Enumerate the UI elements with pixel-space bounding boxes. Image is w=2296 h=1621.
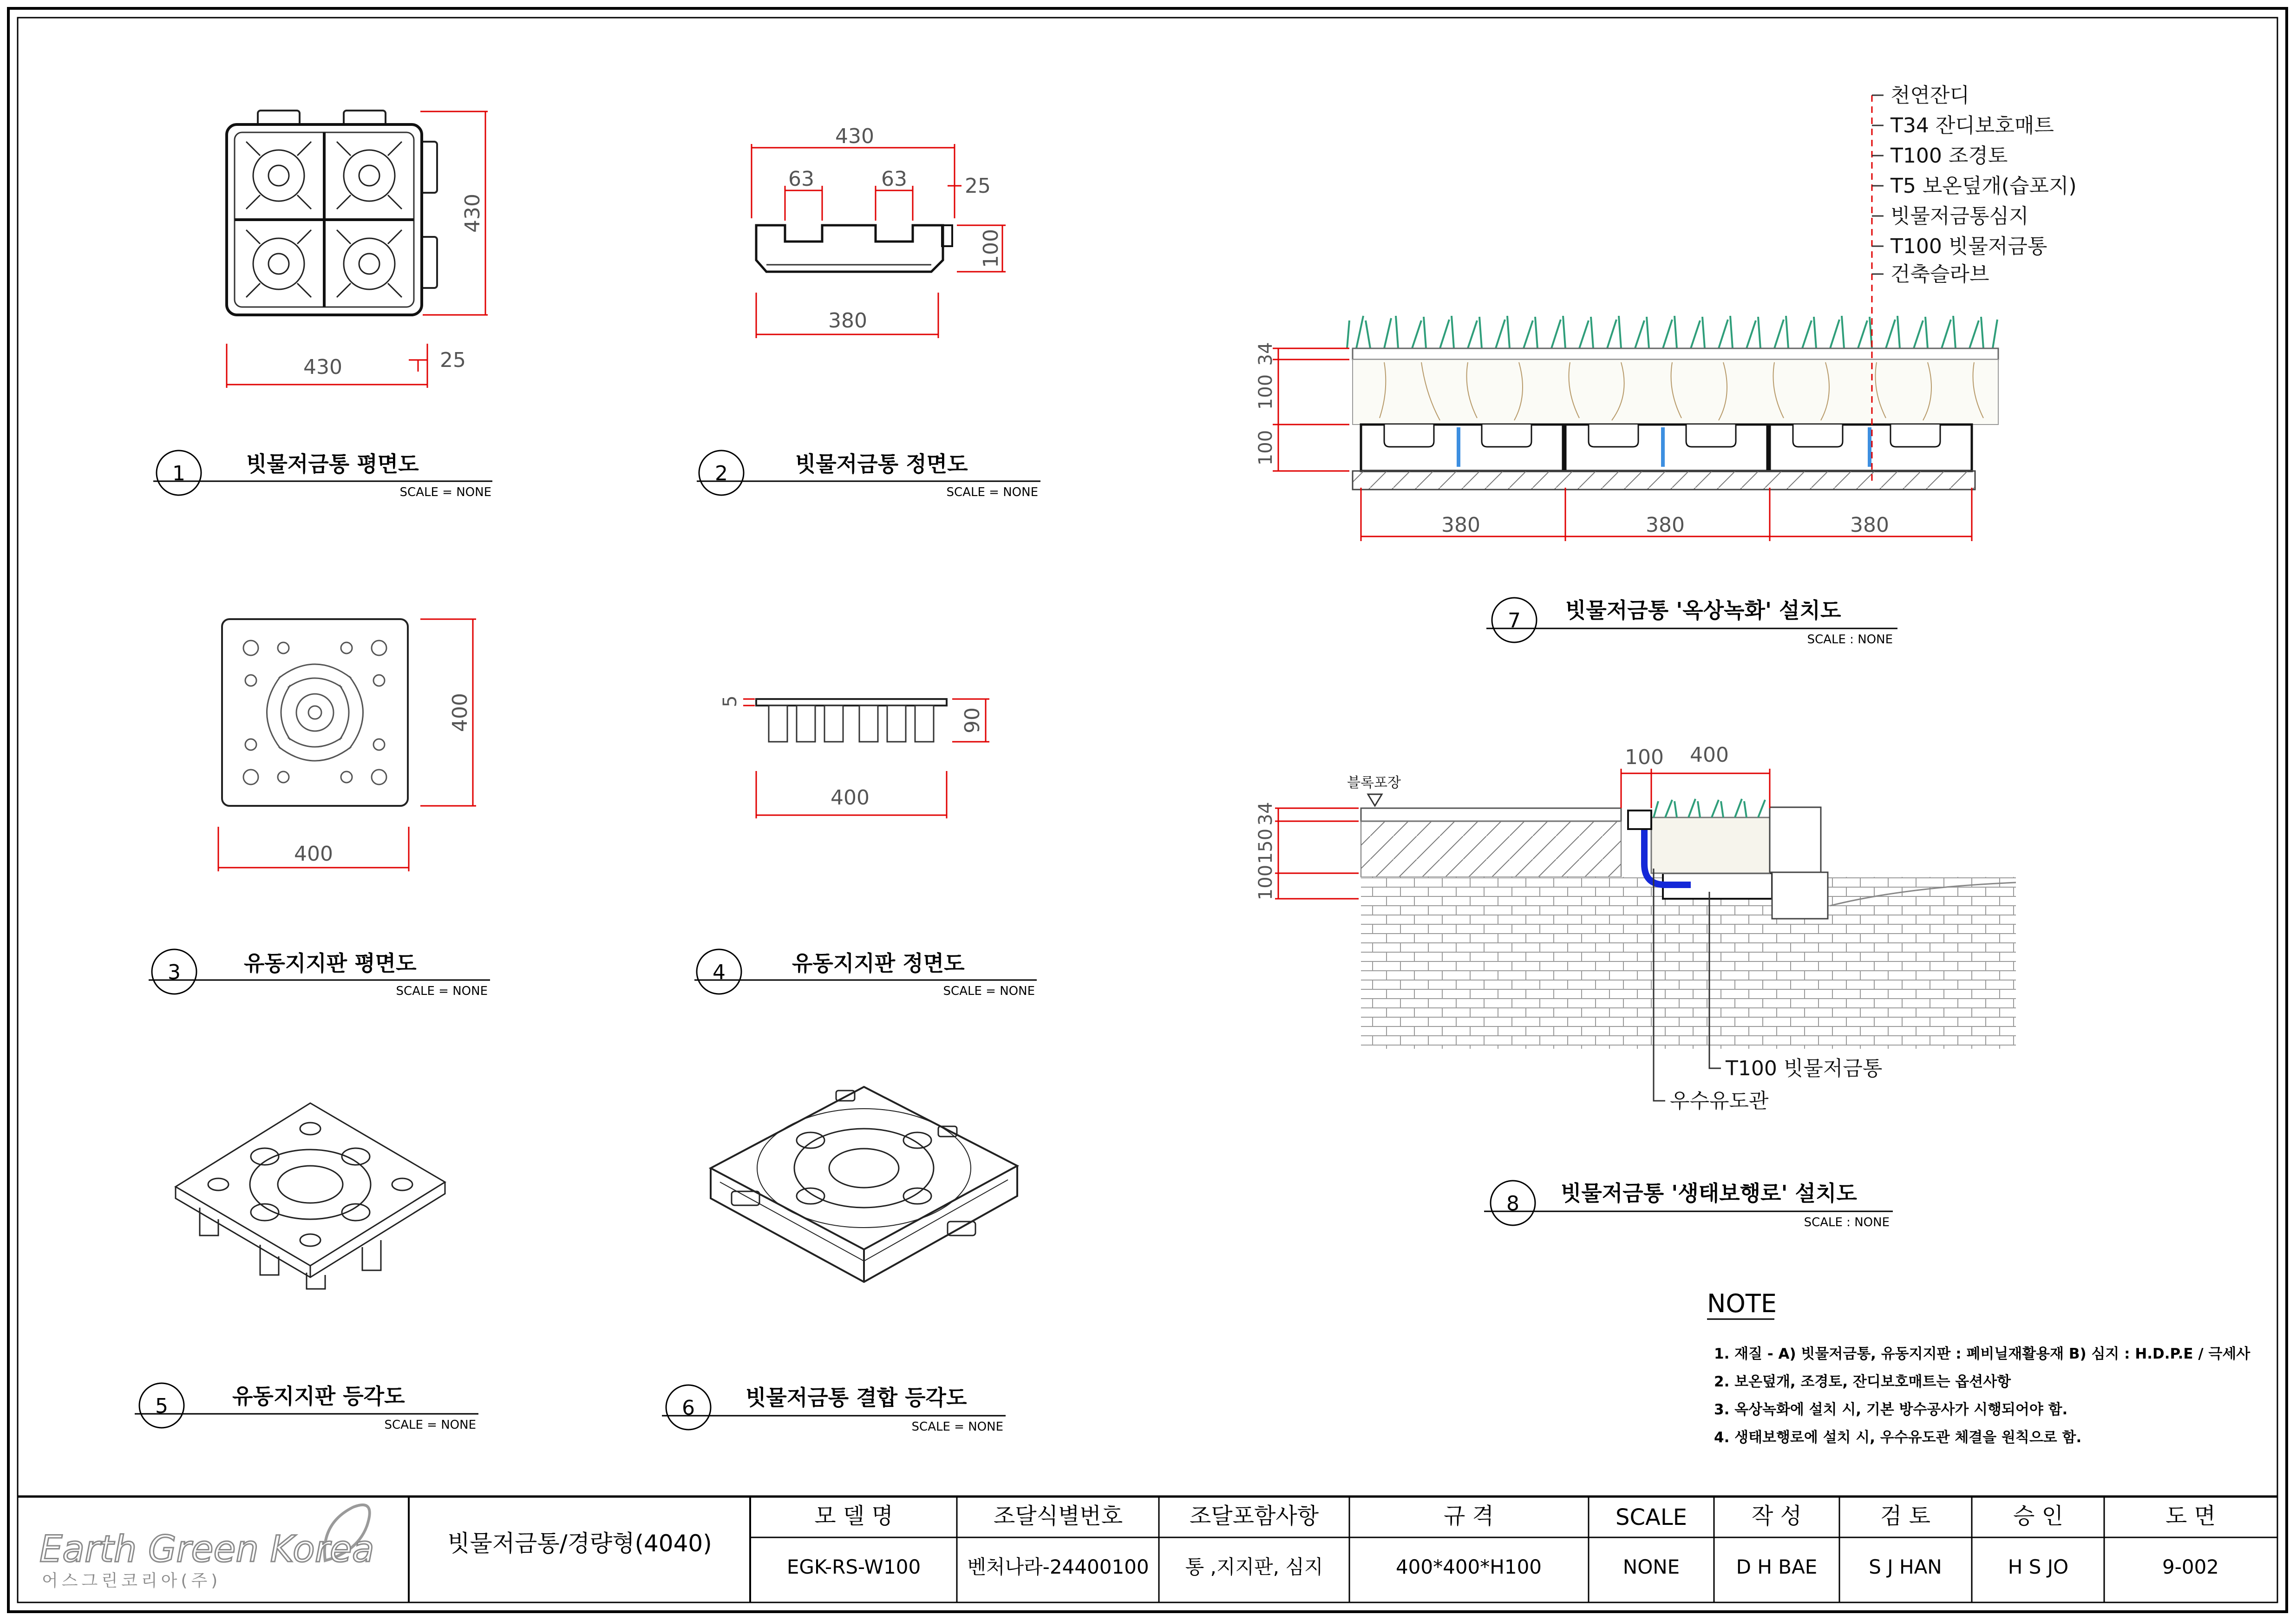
header-drawn: 작 성 bbox=[1752, 1503, 1802, 1529]
callout-landscape-soil: T100 조경토 bbox=[1890, 144, 2008, 168]
d2-slot-b: 63 bbox=[881, 167, 907, 191]
base-hatch bbox=[1361, 821, 1621, 877]
callout-slab: 건축슬라브 bbox=[1890, 262, 1989, 286]
logo-text-en: Earth Green Korea bbox=[39, 1529, 374, 1570]
d8-offset: 100 bbox=[1625, 745, 1664, 769]
title-4 bbox=[694, 949, 1037, 998]
title-3 bbox=[149, 949, 490, 998]
d8-v1: 34 bbox=[1255, 802, 1276, 826]
svg-text:5: 5 bbox=[155, 1394, 168, 1418]
d2-base: 380 bbox=[828, 309, 867, 333]
callout-natural-grass: 천연잔디 bbox=[1890, 84, 1970, 107]
drawing-7-rooftop-section bbox=[1255, 84, 2077, 541]
d1-side-label: 430 bbox=[461, 194, 484, 233]
title-4-label: 유동지지판 정면도 bbox=[792, 951, 965, 976]
title-5-label: 유동지지판 등각도 bbox=[232, 1384, 405, 1409]
logo-text-ko: 어스그린코리아(주) bbox=[42, 1571, 222, 1590]
note-3: 3. 옥상녹화에 설치 시, 기본 방수공사가 시행되어야 함. bbox=[1714, 1401, 2068, 1418]
value-included: 통 ,지지판, 심지 bbox=[1185, 1556, 1323, 1578]
title-3-scale: SCALE = NONE bbox=[396, 984, 488, 998]
plate-front-top bbox=[756, 699, 947, 706]
title-2 bbox=[697, 451, 1040, 499]
drawing-6-combined-isometric bbox=[711, 1087, 1017, 1282]
value-checked: S J HAN bbox=[1869, 1556, 1942, 1578]
drawing-8-walkway-section bbox=[1255, 743, 2016, 1113]
svg-text:4: 4 bbox=[713, 961, 726, 984]
layer-callouts bbox=[1872, 84, 2077, 286]
title-4-scale: SCALE = NONE bbox=[943, 984, 1035, 998]
value-model: EGK-RS-W100 bbox=[786, 1556, 921, 1578]
label-drain-pipe: 우수유도관 bbox=[1670, 1089, 1769, 1113]
d2-height: 100 bbox=[979, 229, 1003, 268]
notes-block bbox=[1707, 1289, 2250, 1446]
title-6-label: 빗물저금통 결합 등각도 bbox=[746, 1385, 967, 1410]
drawing-5-plate-isometric bbox=[176, 1103, 445, 1289]
d7-span-3: 380 bbox=[1850, 513, 1889, 537]
callout-wick: 빗물저금통심지 bbox=[1890, 204, 2029, 228]
grass-layer bbox=[1347, 316, 1997, 348]
drawing-1-plan-view bbox=[227, 111, 488, 388]
title-1-scale: SCALE = NONE bbox=[399, 485, 491, 499]
d7-top: 34 bbox=[1255, 342, 1276, 366]
header-procurement-id: 조달식별번호 bbox=[993, 1503, 1123, 1529]
title-7 bbox=[1486, 598, 1897, 647]
header-checked: 검 토 bbox=[1880, 1503, 1930, 1529]
svg-text:2: 2 bbox=[715, 462, 728, 485]
plate-outline bbox=[222, 619, 408, 806]
value-scale: NONE bbox=[1622, 1556, 1680, 1578]
title-5 bbox=[135, 1383, 478, 1432]
title-8-label: 빗물저금통 '생태보행로' 설치도 bbox=[1561, 1181, 1857, 1206]
notes-heading: NOTE bbox=[1707, 1289, 1777, 1318]
project-name: 빗물저금통/경량형(4040) bbox=[447, 1530, 712, 1557]
curb-block bbox=[1770, 807, 1821, 872]
d3-width: 400 bbox=[294, 842, 333, 866]
d4-height: 90 bbox=[961, 707, 984, 733]
d2-slot-a: 63 bbox=[788, 167, 814, 191]
ground-brick bbox=[1361, 877, 2016, 1049]
title-6 bbox=[662, 1385, 1006, 1434]
callout-grass-mat: T34 잔디보호매트 bbox=[1890, 114, 2054, 137]
title-1 bbox=[153, 451, 492, 499]
company-logo bbox=[39, 1505, 374, 1590]
note-2: 2. 보온덮개, 조경토, 잔디보호매트는 옵션사항 bbox=[1714, 1373, 2011, 1390]
d7-mid: 100 bbox=[1255, 374, 1276, 410]
block-paving bbox=[1361, 808, 1621, 821]
note-4: 4. 생태보행로에 설치 시, 우수유도관 체결을 원칙으로 함. bbox=[1714, 1429, 2082, 1446]
header-included: 조달포함사항 bbox=[1189, 1503, 1319, 1529]
title-5-scale: SCALE = NONE bbox=[384, 1418, 476, 1432]
callout-tank: T100 빗물저금통 bbox=[1890, 235, 2047, 258]
svg-text:3: 3 bbox=[168, 961, 181, 984]
title-6-scale: SCALE = NONE bbox=[911, 1420, 1003, 1434]
callout-insulation-cover: T5 보온덮개(습포지) bbox=[1890, 174, 2077, 198]
header-sheet: 도 면 bbox=[2165, 1503, 2216, 1529]
note-1: 1. 재질 - A) 빗물저금통, 유동지지판 : 폐비닐재활용재 B) 심지 : H.D.P.E / 극세사 bbox=[1714, 1346, 2250, 1362]
title-7-label: 빗물저금통 '옥상녹화' 설치도 bbox=[1565, 598, 1841, 623]
d8-v2: 150 bbox=[1255, 828, 1276, 864]
title-3-label: 유동지지판 평면도 bbox=[244, 951, 417, 976]
plate-front-legs bbox=[769, 706, 934, 742]
value-approved: H S JO bbox=[2008, 1556, 2069, 1578]
d4-thickness: 5 bbox=[720, 695, 741, 707]
d2-edge: 25 bbox=[965, 174, 991, 198]
value-sheet: 9-002 bbox=[2162, 1556, 2219, 1578]
value-drawn: D H BAE bbox=[1736, 1556, 1818, 1578]
header-approved: 승 인 bbox=[2013, 1503, 2063, 1529]
header-spec: 규 격 bbox=[1444, 1503, 1494, 1529]
title-2-label: 빗물저금통 정면도 bbox=[795, 451, 968, 477]
label-block-paving: 블록포장 bbox=[1347, 775, 1401, 791]
d7-span-1: 380 bbox=[1441, 513, 1480, 537]
d8-width: 400 bbox=[1690, 743, 1729, 767]
title-8-scale: SCALE : NONE bbox=[1804, 1216, 1890, 1229]
svg-text:1: 1 bbox=[172, 462, 185, 485]
svg-text:7: 7 bbox=[1508, 609, 1521, 633]
title-1-label: 빗물저금통 평면도 bbox=[246, 451, 419, 477]
d8-v3: 100 bbox=[1255, 864, 1276, 901]
title-2-scale: SCALE = NONE bbox=[946, 485, 1038, 499]
value-procurement-id: 벤처나라-24400100 bbox=[967, 1556, 1149, 1578]
drawing-3-plate-plan bbox=[218, 619, 476, 871]
svg-text:8: 8 bbox=[1506, 1192, 1519, 1216]
drawing-2-front-view bbox=[752, 124, 1006, 338]
soil-layer bbox=[1353, 359, 1998, 425]
header-model: 모 델 명 bbox=[814, 1503, 893, 1529]
d4-width: 400 bbox=[831, 786, 870, 810]
drawing-4-plate-front bbox=[720, 695, 989, 818]
walkway-soil bbox=[1651, 817, 1770, 873]
d7-low: 100 bbox=[1255, 430, 1276, 466]
title-7-scale: SCALE : NONE bbox=[1807, 633, 1893, 647]
walkway-grass bbox=[1654, 799, 1765, 817]
curb-base bbox=[1772, 872, 1828, 919]
d3-height: 400 bbox=[448, 693, 472, 732]
d2-width: 430 bbox=[835, 124, 874, 148]
label-walkway-tank: T100 빗물저금통 bbox=[1726, 1057, 1883, 1080]
d1-offset: 25 bbox=[440, 348, 466, 372]
title-block bbox=[18, 1497, 2277, 1602]
d1-bottom-width: 430 bbox=[303, 355, 342, 379]
pipe-inlet bbox=[1628, 810, 1651, 829]
roof-slab bbox=[1353, 471, 1975, 490]
d7-span-2: 380 bbox=[1646, 513, 1685, 537]
paving-marker bbox=[1368, 794, 1382, 806]
value-spec: 400*400*H100 bbox=[1395, 1556, 1542, 1578]
header-scale: SCALE bbox=[1616, 1504, 1687, 1530]
rooftop-tanks bbox=[1361, 425, 1972, 471]
protect-mat bbox=[1353, 348, 1998, 359]
svg-text:6: 6 bbox=[682, 1396, 695, 1420]
title-8 bbox=[1484, 1181, 1893, 1229]
